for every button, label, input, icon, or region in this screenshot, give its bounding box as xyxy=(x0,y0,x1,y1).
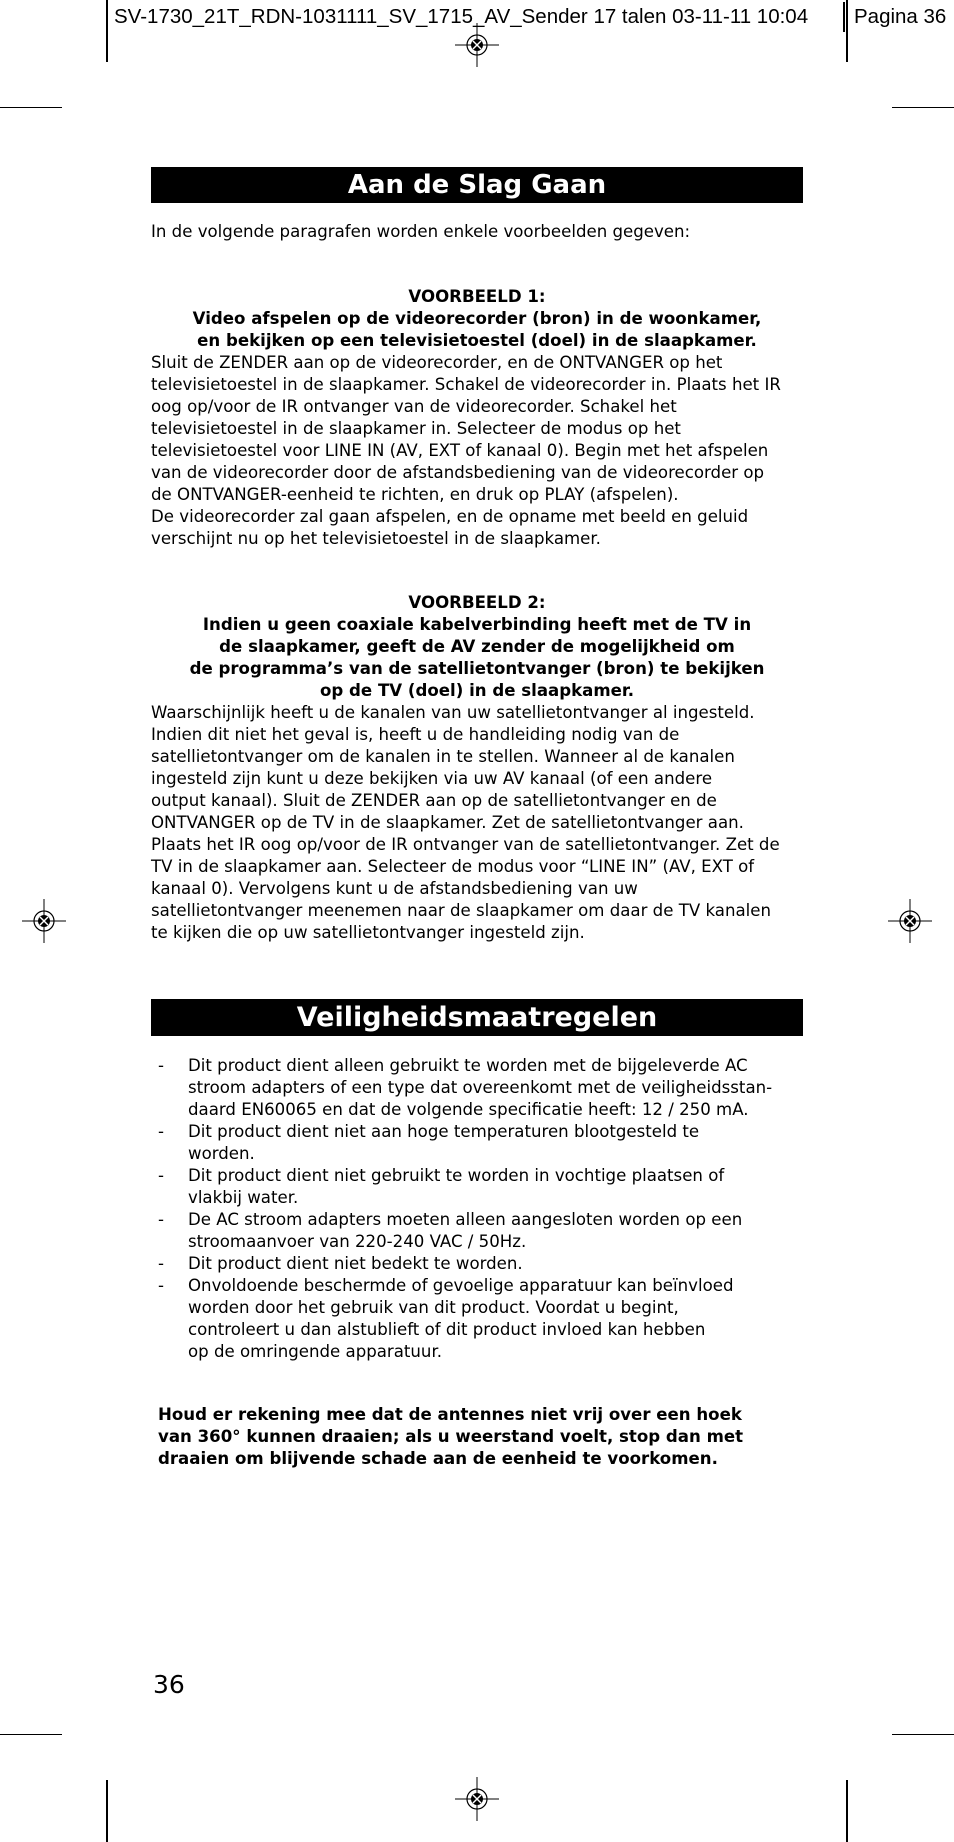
crop-mark-top-right-vertical xyxy=(846,0,848,62)
list-item-line: vlakbij water. xyxy=(188,1188,299,1207)
example-2-body-line: te kijken die op uw satellietontvanger ingesteld zijn. xyxy=(151,923,585,942)
example-1-body-line: Sluit de ZENDER aan op de videorecorder, en de ONTVANGER op het xyxy=(151,353,723,372)
example-2-label: VOORBEELD 2: xyxy=(408,593,546,612)
example-2-body-line: Plaats het IR oog op/voor de IR ontvanger van de satellietontvanger. Zet de xyxy=(151,835,780,854)
example-1-body-line: De videorecorder zal gaan afspelen, en de opname met beeld en geluid xyxy=(151,507,749,526)
crop-mark-bottom-left-vertical xyxy=(106,1780,108,1842)
bullet-dash: - xyxy=(158,1276,164,1295)
warning-line: van 360° kunnen draaien; als u weerstand voelt, stop dan met xyxy=(158,1427,744,1446)
list-item xyxy=(158,1055,798,1121)
warning-line: Houd er rekening mee dat de antennes niet vrij over een hoek xyxy=(158,1405,742,1424)
crop-mark-top-left-vertical xyxy=(106,0,108,62)
bullet-dash: - xyxy=(158,1210,164,1229)
example-2-heading-line: de slaapkamer, geeft de AV zender de mogelijkheid om xyxy=(219,637,735,656)
list-item xyxy=(158,1121,798,1165)
print-slug xyxy=(106,2,954,32)
bullet-dash: - xyxy=(158,1254,164,1273)
example-2-body-line: Waarschijnlijk heeft u de kanalen van uw satellietontvanger al ingesteld. xyxy=(151,703,755,722)
list-item-line: De AC stroom adapters moeten alleen aangesloten worden op een xyxy=(188,1210,743,1229)
registration-mark-top-icon xyxy=(455,23,499,67)
bullet-dash: - xyxy=(158,1122,164,1141)
intro-paragraph: In de volgende paragrafen worden enkele voorbeelden gegeven: xyxy=(151,222,691,241)
list-item-line: daard EN60065 en dat de volgende specificatie heeft: 12 / 250 mA. xyxy=(188,1100,749,1119)
example-1-heading-line: Video afspelen op de videorecorder (bron) in de woonkamer, xyxy=(192,309,762,328)
list-item xyxy=(158,1253,798,1275)
crop-mark-top-left-horizontal xyxy=(0,107,62,108)
bullet-dash: - xyxy=(158,1166,164,1185)
example-1-body-line: verschijnt nu op het televisietoestel in de slaapkamer. xyxy=(151,529,601,548)
example-2-body-line: ONTVANGER op de TV in de slaapkamer. Zet de satellietontvanger aan. xyxy=(151,813,744,832)
list-item-line: Dit product dient alleen gebruikt te worden met de bijgeleverde AC xyxy=(188,1056,748,1075)
page-number: 36 xyxy=(153,1670,185,1699)
slug-filename: SV-1730_21T_RDN-1031111_SV_1715_AV_Sender 17 talen 03-11-11 10:04 xyxy=(114,5,809,28)
crop-mark-bottom-left-horizontal xyxy=(0,1734,62,1735)
registration-mark-left-icon xyxy=(22,899,66,943)
list-item xyxy=(158,1209,798,1253)
list-item-line: Dit product dient niet bedekt te worden. xyxy=(188,1254,523,1273)
list-item-line: stroom adapters of een type dat overeenkomt met de veiligheidsstan- xyxy=(188,1078,773,1097)
example-1-label: VOORBEELD 1: xyxy=(408,287,546,306)
example-2-body-line: ingesteld zijn kunt u deze bekijken via uw AV kanaal (of een andere xyxy=(151,769,713,788)
slug-page: Pagina 36 xyxy=(854,5,947,28)
example-1-body-line: televisietoestel in de slaapkamer in. Selecteer de modus op het xyxy=(151,419,681,438)
example-2 xyxy=(151,592,803,944)
example-2-body-line: TV in de slaapkamer aan. Selecteer de modus voor “LINE IN” (AV, EXT of xyxy=(151,857,755,876)
list-item-line: worden. xyxy=(188,1144,255,1163)
crop-mark-bottom-right-horizontal xyxy=(892,1734,954,1735)
list-item-line: Onvoldoende beschermde of gevoelige apparatuur kan beïnvloed xyxy=(188,1276,734,1295)
list-item xyxy=(158,1275,798,1363)
list-item-line: worden door het gebruik van dit product. Voordat u begint, xyxy=(188,1298,679,1317)
section-title-aan-de-slag-gaan: Aan de Slag Gaan xyxy=(151,167,803,203)
list-item-line: Dit product dient niet aan hoge temperaturen blootgesteld te xyxy=(188,1122,700,1141)
example-2-body-line: Indien dit niet het geval is, heeft u de handleiding nodig van de xyxy=(151,725,680,744)
example-2-heading-line: de programma’s van de satellietontvanger (bron) te bekijken xyxy=(189,659,765,678)
example-2-body-line: satellietontvanger meenemen naar de slaapkamer om daar de TV kanalen xyxy=(151,901,771,920)
registration-mark-bottom-icon xyxy=(455,1777,499,1821)
list-item-line: op de omringende apparatuur. xyxy=(188,1342,443,1361)
slug-divider xyxy=(843,2,845,32)
list-item-line: stroomaanvoer van 220-240 VAC / 50Hz. xyxy=(188,1232,527,1251)
example-2-body-line: satellietontvanger om de kanalen in te stellen. Wanneer al de kanalen xyxy=(151,747,735,766)
example-2-body-line: output kanaal). Sluit de ZENDER aan op de satellietontvanger en de xyxy=(151,791,717,810)
safety-list xyxy=(158,1055,798,1363)
example-2-heading-line: op de TV (doel) in de slaapkamer. xyxy=(320,681,634,700)
example-1-body-line: de ONTVANGER-eenheid te richten, en druk op PLAY (afspelen). xyxy=(151,485,679,504)
example-1-body-line: van de videorecorder door de afstandsbediening van de videorecorder op xyxy=(151,463,765,482)
example-1 xyxy=(151,286,803,550)
example-1-body-line: televisietoestel in de slaapkamer. Schakel de videorecorder in. Plaats het IR xyxy=(151,375,781,394)
bullet-dash: - xyxy=(158,1056,164,1075)
list-item-line: Dit product dient niet gebruikt te worden in vochtige plaatsen of xyxy=(188,1166,725,1185)
example-1-heading-line: en bekijken op een televisietoestel (doel) in de slaapkamer. xyxy=(197,331,757,350)
crop-mark-bottom-right-vertical xyxy=(846,1780,848,1842)
example-1-body-line: oog op/voor de IR ontvanger van de videorecorder. Schakel het xyxy=(151,397,677,416)
example-1-body-line: televisietoestel voor LINE IN (AV, EXT of kanaal 0). Begin met het afspelen xyxy=(151,441,769,460)
section-title-veiligheidsmaatregelen: Veiligheidsmaatregelen xyxy=(151,999,803,1036)
list-item xyxy=(158,1165,798,1209)
example-2-body-line: kanaal 0). Vervolgens kunt u de afstandsbediening van uw xyxy=(151,879,638,898)
list-item-line: controleert u dan alstublieft of dit product invloed kan hebben xyxy=(188,1320,706,1339)
warning-line: draaien om blijvende schade aan de eenheid te voorkomen. xyxy=(158,1449,718,1468)
registration-mark-right-icon xyxy=(888,899,932,943)
example-2-heading-line: Indien u geen coaxiale kabelverbinding heeft met de TV in xyxy=(202,615,752,634)
antenna-warning xyxy=(158,1404,798,1470)
crop-mark-top-right-horizontal xyxy=(892,107,954,108)
